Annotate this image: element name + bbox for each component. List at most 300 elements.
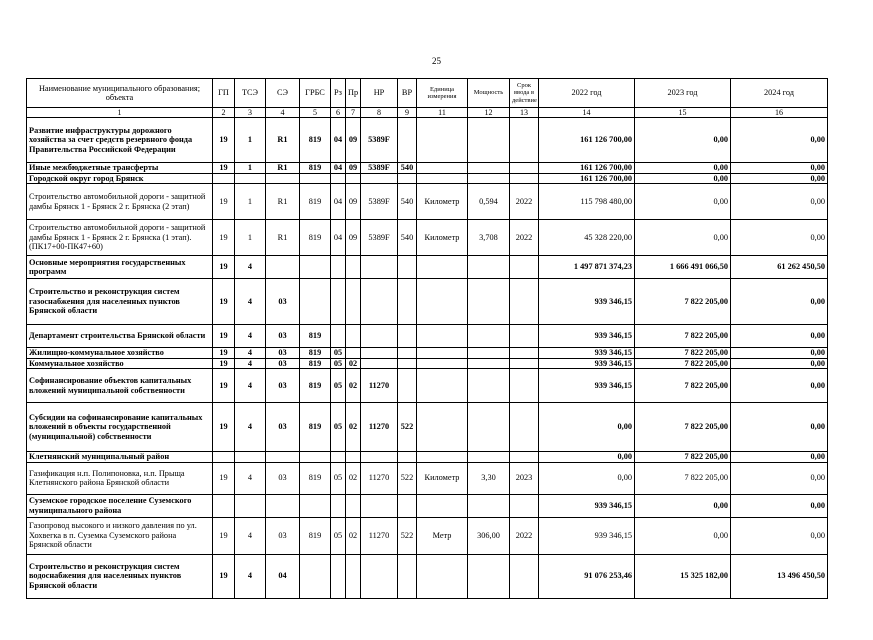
cell-gp: 19 — [213, 462, 235, 494]
cell-grbs — [300, 494, 331, 517]
cell-name: Газопровод высокого и низкого давления по ул. Хохвегка в п. Суземка Суземского района Брянской области — [27, 517, 213, 554]
cell-unit — [417, 163, 468, 174]
cell-se: 03 — [266, 403, 300, 452]
cell-se: R1 — [266, 184, 300, 220]
header-year-2022: 2022 год — [539, 79, 635, 108]
cell-grbs: 819 — [300, 348, 331, 359]
column-number: 11 — [417, 108, 468, 118]
cell-unit: Километр — [417, 462, 468, 494]
cell-name: Основные мероприятия государственных программ — [27, 256, 213, 279]
table-row — [27, 517, 828, 554]
cell-unit — [417, 325, 468, 348]
cell-unit — [417, 369, 468, 403]
table-row — [27, 554, 828, 598]
cell-grbs — [300, 452, 331, 463]
cell-vr: 540 — [398, 184, 417, 220]
cell-commission-date: 2022 — [510, 220, 539, 256]
cell-2022: 0,00 — [539, 452, 635, 463]
cell-2024: 0,00 — [731, 403, 828, 452]
cell-unit — [417, 554, 468, 598]
cell-unit — [417, 256, 468, 279]
cell-vr — [398, 279, 417, 325]
column-number: 8 — [361, 108, 398, 118]
table-row — [27, 358, 828, 369]
cell-2023: 0,00 — [635, 517, 731, 554]
table-row — [27, 184, 828, 220]
cell-nr: 11270 — [361, 369, 398, 403]
cell-2024: 0,00 — [731, 163, 828, 174]
cell-name: Иные межбюджетные трансферты — [27, 163, 213, 174]
header-vr: ВР — [398, 79, 417, 108]
cell-vr: 522 — [398, 403, 417, 452]
cell-se — [266, 173, 300, 184]
cell-name: Строительство и реконструкция систем газоснабжения для населенных пунктов Брянской области — [27, 279, 213, 325]
cell-gp: 19 — [213, 118, 235, 163]
cell-pr: 09 — [346, 163, 361, 174]
cell-commission-date — [510, 358, 539, 369]
cell-name: Строительство и реконструкция систем водоснабжения для населенных пунктов Брянской области — [27, 554, 213, 598]
cell-se: 04 — [266, 554, 300, 598]
cell-unit — [417, 279, 468, 325]
cell-unit — [417, 452, 468, 463]
cell-grbs — [300, 173, 331, 184]
cell-2023: 7 822 205,00 — [635, 403, 731, 452]
header-year-2024: 2024 год — [731, 79, 828, 108]
cell-tse: 4 — [235, 348, 266, 359]
cell-2023: 7 822 205,00 — [635, 358, 731, 369]
cell-2022: 939 346,15 — [539, 369, 635, 403]
header-commission-date: Срок ввода в действие — [510, 79, 539, 108]
cell-2022: 939 346,15 — [539, 517, 635, 554]
cell-gp: 19 — [213, 554, 235, 598]
cell-2022: 1 497 871 374,23 — [539, 256, 635, 279]
cell-2024: 0,00 — [731, 452, 828, 463]
cell-nr: 5389F — [361, 163, 398, 174]
cell-pr — [346, 554, 361, 598]
cell-2023: 7 822 205,00 — [635, 369, 731, 403]
cell-2022: 939 346,15 — [539, 325, 635, 348]
table-row — [27, 403, 828, 452]
cell-nr — [361, 452, 398, 463]
table-row — [27, 348, 828, 359]
cell-2024: 61 262 450,50 — [731, 256, 828, 279]
cell-unit — [417, 118, 468, 163]
cell-capacity — [468, 256, 510, 279]
cell-capacity — [468, 118, 510, 163]
header-tse: ТСЭ — [235, 79, 266, 108]
column-number: 5 — [300, 108, 331, 118]
cell-commission-date — [510, 173, 539, 184]
cell-se: 03 — [266, 462, 300, 494]
cell-name: Строительство автомобильной дороги - защитной дамбы Брянск 1 - Брянск 2 г. Брянска (2 этап) — [27, 184, 213, 220]
cell-nr — [361, 173, 398, 184]
cell-2024: 0,00 — [731, 325, 828, 348]
cell-capacity — [468, 358, 510, 369]
cell-2022: 161 126 700,00 — [539, 173, 635, 184]
cell-rz: 05 — [331, 358, 346, 369]
cell-tse: 1 — [235, 184, 266, 220]
cell-pr: 02 — [346, 358, 361, 369]
cell-2024: 0,00 — [731, 494, 828, 517]
cell-gp — [213, 452, 235, 463]
cell-pr — [346, 452, 361, 463]
cell-pr — [346, 256, 361, 279]
cell-pr: 02 — [346, 369, 361, 403]
cell-rz: 05 — [331, 348, 346, 359]
cell-se: R1 — [266, 118, 300, 163]
cell-capacity — [468, 494, 510, 517]
header-pr: Пр — [346, 79, 361, 108]
cell-se: 03 — [266, 325, 300, 348]
cell-rz — [331, 325, 346, 348]
table-body — [27, 118, 828, 599]
header-se: СЭ — [266, 79, 300, 108]
cell-rz — [331, 452, 346, 463]
cell-capacity — [468, 348, 510, 359]
cell-commission-date: 2022 — [510, 184, 539, 220]
cell-capacity — [468, 452, 510, 463]
cell-capacity — [468, 369, 510, 403]
cell-capacity — [468, 554, 510, 598]
cell-unit — [417, 173, 468, 184]
cell-name: Департамент строительства Брянской области — [27, 325, 213, 348]
cell-capacity — [468, 173, 510, 184]
cell-2022: 161 126 700,00 — [539, 163, 635, 174]
cell-vr — [398, 554, 417, 598]
cell-2024: 0,00 — [731, 279, 828, 325]
cell-nr: 11270 — [361, 517, 398, 554]
cell-2022: 91 076 253,46 — [539, 554, 635, 598]
cell-rz: 05 — [331, 462, 346, 494]
cell-2024: 0,00 — [731, 517, 828, 554]
cell-pr: 02 — [346, 403, 361, 452]
cell-grbs: 819 — [300, 462, 331, 494]
header-year-2023: 2023 год — [635, 79, 731, 108]
cell-2023: 0,00 — [635, 184, 731, 220]
table-row — [27, 279, 828, 325]
cell-grbs: 819 — [300, 517, 331, 554]
cell-se — [266, 452, 300, 463]
cell-commission-date — [510, 403, 539, 452]
cell-rz: 04 — [331, 220, 346, 256]
header-nr: НР — [361, 79, 398, 108]
cell-grbs: 819 — [300, 184, 331, 220]
cell-name: Жилищно-коммунальное хозяйство — [27, 348, 213, 359]
cell-unit — [417, 358, 468, 369]
cell-grbs: 819 — [300, 403, 331, 452]
cell-commission-date — [510, 348, 539, 359]
cell-2024: 0,00 — [731, 220, 828, 256]
cell-vr — [398, 369, 417, 403]
cell-vr: 540 — [398, 220, 417, 256]
table-row — [27, 256, 828, 279]
cell-rz — [331, 494, 346, 517]
cell-tse: 4 — [235, 403, 266, 452]
cell-grbs: 819 — [300, 325, 331, 348]
column-number: 15 — [635, 108, 731, 118]
cell-pr: 09 — [346, 220, 361, 256]
cell-2024: 13 496 450,50 — [731, 554, 828, 598]
table-row — [27, 163, 828, 174]
column-number: 16 — [731, 108, 828, 118]
cell-nr: 11270 — [361, 462, 398, 494]
cell-2023: 0,00 — [635, 173, 731, 184]
cell-commission-date — [510, 118, 539, 163]
header-row — [27, 79, 828, 108]
cell-2023: 7 822 205,00 — [635, 325, 731, 348]
cell-grbs: 819 — [300, 358, 331, 369]
cell-tse: 1 — [235, 220, 266, 256]
cell-2022: 939 346,15 — [539, 348, 635, 359]
cell-gp: 19 — [213, 163, 235, 174]
header-unit: Единица измерения — [417, 79, 468, 108]
cell-name: Субсидии на софинансирование капитальных вложений в объекты государственной (муниципальной) собственности — [27, 403, 213, 452]
cell-2023: 15 325 182,00 — [635, 554, 731, 598]
cell-2024: 0,00 — [731, 173, 828, 184]
cell-grbs — [300, 554, 331, 598]
cell-commission-date — [510, 494, 539, 517]
cell-2022: 161 126 700,00 — [539, 118, 635, 163]
table-row — [27, 325, 828, 348]
cell-gp: 19 — [213, 279, 235, 325]
header-rz: Рз — [331, 79, 346, 108]
cell-grbs: 819 — [300, 118, 331, 163]
cell-gp: 19 — [213, 348, 235, 359]
column-number: 12 — [468, 108, 510, 118]
cell-unit — [417, 494, 468, 517]
cell-gp: 19 — [213, 256, 235, 279]
cell-gp: 19 — [213, 403, 235, 452]
cell-2023: 1 666 491 066,50 — [635, 256, 731, 279]
cell-capacity: 306,00 — [468, 517, 510, 554]
table-row — [27, 369, 828, 403]
cell-vr — [398, 256, 417, 279]
cell-2024: 0,00 — [731, 358, 828, 369]
cell-gp — [213, 494, 235, 517]
cell-name: Газификация н.п. Полипоновка, н.п. Прыща Клетнянского района Брянской области — [27, 462, 213, 494]
cell-name: Строительство автомобильной дороги - защитной дамбы Брянск 1 - Брянск 2 г. Брянска (1 этап). (ПК17+00-ПК47+60) — [27, 220, 213, 256]
budget-table — [26, 78, 828, 599]
cell-2024: 0,00 — [731, 462, 828, 494]
cell-vr: 522 — [398, 462, 417, 494]
cell-tse: 4 — [235, 517, 266, 554]
table-row — [27, 452, 828, 463]
cell-2023: 7 822 205,00 — [635, 452, 731, 463]
column-number: 7 — [346, 108, 361, 118]
cell-tse — [235, 173, 266, 184]
cell-commission-date — [510, 452, 539, 463]
cell-rz: 05 — [331, 517, 346, 554]
cell-se: 03 — [266, 369, 300, 403]
cell-capacity — [468, 325, 510, 348]
cell-se: 03 — [266, 348, 300, 359]
cell-2024: 0,00 — [731, 369, 828, 403]
cell-tse: 4 — [235, 369, 266, 403]
cell-name: Клетнянский муниципальный район — [27, 452, 213, 463]
cell-pr: 02 — [346, 462, 361, 494]
cell-nr: 5389F — [361, 118, 398, 163]
cell-commission-date: 2023 — [510, 462, 539, 494]
header-name: Наименование муниципального образования; объекта — [27, 79, 213, 108]
cell-grbs — [300, 279, 331, 325]
cell-pr — [346, 494, 361, 517]
cell-pr — [346, 325, 361, 348]
cell-2023: 0,00 — [635, 163, 731, 174]
cell-name: Городской округ город Брянск — [27, 173, 213, 184]
cell-rz: 05 — [331, 403, 346, 452]
column-number: 2 — [213, 108, 235, 118]
column-number: 1 — [27, 108, 213, 118]
cell-tse: 4 — [235, 279, 266, 325]
cell-name: Коммунальное хозяйство — [27, 358, 213, 369]
cell-rz: 05 — [331, 369, 346, 403]
cell-vr — [398, 452, 417, 463]
cell-commission-date — [510, 256, 539, 279]
cell-2022: 939 346,15 — [539, 494, 635, 517]
cell-grbs — [300, 256, 331, 279]
cell-commission-date — [510, 369, 539, 403]
cell-rz: 04 — [331, 184, 346, 220]
cell-rz: 04 — [331, 163, 346, 174]
cell-se — [266, 494, 300, 517]
cell-capacity — [468, 279, 510, 325]
cell-capacity: 3,708 — [468, 220, 510, 256]
cell-2022: 939 346,15 — [539, 358, 635, 369]
cell-se: R1 — [266, 163, 300, 174]
cell-gp: 19 — [213, 184, 235, 220]
cell-vr — [398, 325, 417, 348]
cell-nr: 5389F — [361, 220, 398, 256]
cell-unit: Метр — [417, 517, 468, 554]
cell-nr — [361, 494, 398, 517]
cell-grbs: 819 — [300, 369, 331, 403]
table-row — [27, 462, 828, 494]
cell-unit — [417, 348, 468, 359]
cell-rz — [331, 173, 346, 184]
cell-vr: 540 — [398, 163, 417, 174]
table-row — [27, 173, 828, 184]
column-number-row — [27, 108, 828, 118]
cell-pr: 09 — [346, 184, 361, 220]
table-row — [27, 494, 828, 517]
cell-2022: 45 328 220,00 — [539, 220, 635, 256]
cell-capacity — [468, 403, 510, 452]
cell-gp: 19 — [213, 369, 235, 403]
column-number: 13 — [510, 108, 539, 118]
cell-nr — [361, 279, 398, 325]
cell-rz — [331, 256, 346, 279]
cell-vr — [398, 348, 417, 359]
cell-commission-date — [510, 279, 539, 325]
cell-vr — [398, 358, 417, 369]
cell-nr: 11270 — [361, 403, 398, 452]
cell-pr: 02 — [346, 517, 361, 554]
cell-name: Софинансирование объектов капитальных вложений муниципальной собственности — [27, 369, 213, 403]
table-row — [27, 118, 828, 163]
cell-gp — [213, 173, 235, 184]
cell-2024: 0,00 — [731, 118, 828, 163]
column-number: 6 — [331, 108, 346, 118]
cell-2023: 7 822 205,00 — [635, 279, 731, 325]
cell-nr: 5389F — [361, 184, 398, 220]
column-number: 9 — [398, 108, 417, 118]
cell-nr — [361, 554, 398, 598]
cell-commission-date — [510, 325, 539, 348]
cell-se: 03 — [266, 517, 300, 554]
cell-se: 03 — [266, 279, 300, 325]
cell-tse: 4 — [235, 358, 266, 369]
cell-2023: 0,00 — [635, 220, 731, 256]
header-gp: ГП — [213, 79, 235, 108]
cell-nr — [361, 348, 398, 359]
cell-2022: 0,00 — [539, 462, 635, 494]
cell-gp: 19 — [213, 325, 235, 348]
cell-capacity — [468, 163, 510, 174]
cell-capacity: 0,594 — [468, 184, 510, 220]
cell-2022: 939 346,15 — [539, 279, 635, 325]
cell-grbs: 819 — [300, 220, 331, 256]
cell-tse: 4 — [235, 462, 266, 494]
cell-2024: 0,00 — [731, 184, 828, 220]
cell-tse: 4 — [235, 256, 266, 279]
column-number: 4 — [266, 108, 300, 118]
page-number: 25 — [432, 56, 441, 66]
cell-se — [266, 256, 300, 279]
cell-commission-date: 2022 — [510, 517, 539, 554]
cell-vr: 522 — [398, 517, 417, 554]
table-row — [27, 220, 828, 256]
cell-2023: 7 822 205,00 — [635, 348, 731, 359]
cell-2023: 0,00 — [635, 118, 731, 163]
cell-nr — [361, 358, 398, 369]
cell-grbs: 819 — [300, 163, 331, 174]
cell-vr — [398, 118, 417, 163]
cell-se: R1 — [266, 220, 300, 256]
cell-capacity: 3,30 — [468, 462, 510, 494]
cell-tse — [235, 452, 266, 463]
cell-tse: 4 — [235, 554, 266, 598]
column-number: 14 — [539, 108, 635, 118]
cell-pr: 09 — [346, 118, 361, 163]
cell-pr — [346, 173, 361, 184]
cell-unit — [417, 403, 468, 452]
cell-gp: 19 — [213, 517, 235, 554]
cell-2024: 0,00 — [731, 348, 828, 359]
cell-unit: Километр — [417, 184, 468, 220]
cell-rz: 04 — [331, 118, 346, 163]
cell-name: Развитие инфраструктуры дорожного хозяйства за счет средств резервного фонда Правительства Российской Федерации — [27, 118, 213, 163]
cell-gp: 19 — [213, 358, 235, 369]
cell-se: 03 — [266, 358, 300, 369]
cell-name: Суземское городское поселение Суземского муниципального района — [27, 494, 213, 517]
cell-rz — [331, 554, 346, 598]
cell-commission-date — [510, 163, 539, 174]
cell-pr — [346, 348, 361, 359]
cell-tse: 1 — [235, 163, 266, 174]
cell-vr — [398, 173, 417, 184]
cell-2023: 7 822 205,00 — [635, 462, 731, 494]
header-grbs: ГРБС — [300, 79, 331, 108]
cell-pr — [346, 279, 361, 325]
cell-tse: 4 — [235, 325, 266, 348]
cell-tse — [235, 494, 266, 517]
cell-nr — [361, 256, 398, 279]
cell-nr — [361, 325, 398, 348]
cell-vr — [398, 494, 417, 517]
header-capacity: Мощность — [468, 79, 510, 108]
cell-commission-date — [510, 554, 539, 598]
cell-gp: 19 — [213, 220, 235, 256]
